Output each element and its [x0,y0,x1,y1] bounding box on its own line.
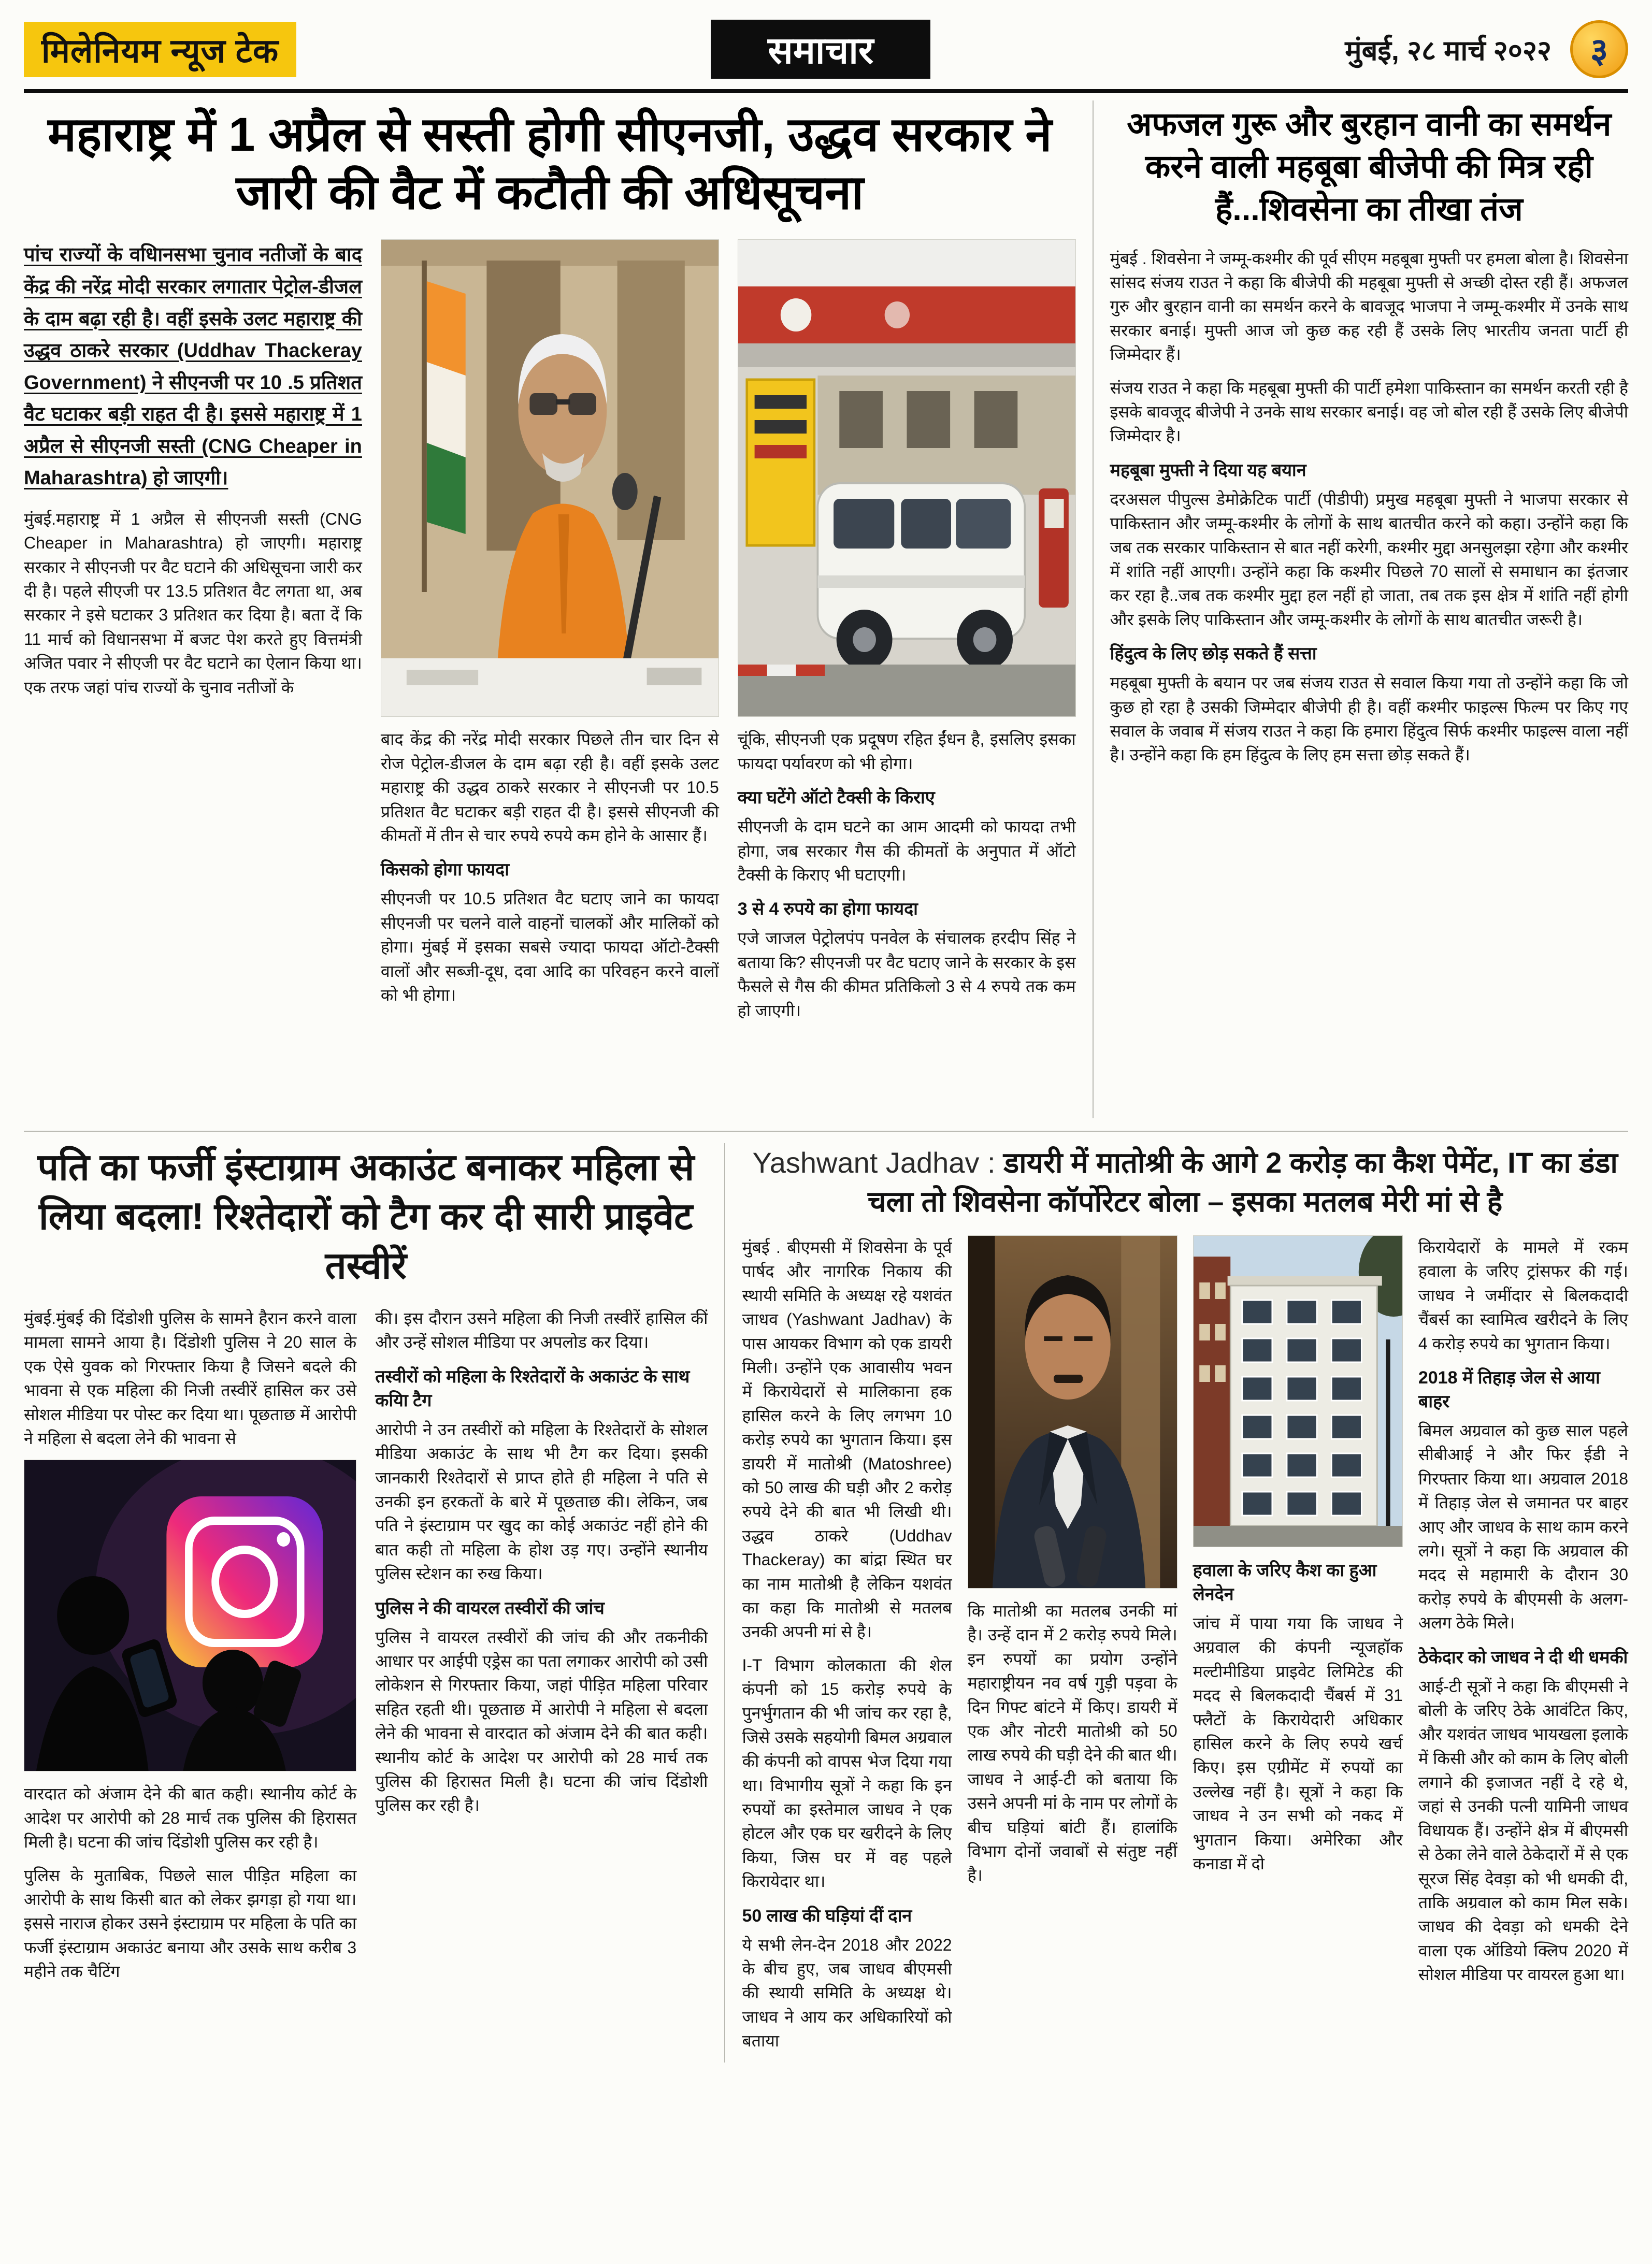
jadhav-headline-english: Yashwant Jadhav : [752,1146,1004,1179]
instagram-col1-paragraph-3: पुलिस के मुताबिक, पिछले साल पीड़ित महिला का आरोपी के साथ किसी बात को लेकर झगड़ा हो गया था। इससे नाराज होकर उसने इंस्टाग्राम पर महिला के पति का फर्जी इंस्टाग्राम अकाउंट बनाया और उसके साथ करीब 3 महीने तक चैटिंग [24,1866,357,1981]
jadhav-column-4 [1418,1235,1628,2063]
matoshree-building-photo [1193,1235,1403,1547]
cng-col3-paragraph-3: एजे जाजल पेट्रोलपंप पनवेल के संचालक हरदीप सिंह ने बताया कि? सीएनजी पर वैट घटाए जाने के सरकार के इस फैसले से गैस की कीमत प्रतिकिलो 3 से 4 रुपये तक कम हो जाएगी। [737,929,1076,1020]
jadhav-subhead-watches: 50 लाख की घड़ियां दीं दान [742,1906,912,1926]
instagram-subhead-tagging: तस्वीरों को महिला के रिश्तेदारों के अकाउंट के साथ कयिा टैग [375,1366,690,1410]
cng-column-2 [381,239,719,1032]
cng-col1-paragraph: मुंबई.महाराष्ट्र में 1 अप्रैल से सीएनजी सस्ती (CNG Cheaper in Maharashtra) हो जाएगी। महाराष्ट्र सरकार ने सीएनजी पर वैट घटाने की अधिसूचना जारी कर दी है। पहले सीएजी पर 13.5 प्रतिशत वैट लगता था, अब सरकार ने इसे घटाकर 3 प्रतिशत कर दिया है। बता दें कि 11 मार्च को विधानसभा में बजट पेश करते हुए वित्तमंत्री अजित पवार ने सीएजी पर वैट घटाने का ऐलान किया था। एक तरफ जहां पांच राज्यों के चुनाव नतीजों के [24,509,362,697]
cng-pump-illustration [738,240,1075,716]
instagram-column-1 [24,1306,356,1993]
article-fake-instagram [24,1143,708,2063]
cng-col3-paragraph-2: सीएनजी के दाम घटने का आम आदमी को फायदा तभी होगा, जब सरकार गैस की कीमतों के अनुपात में ऑटो टैक्सी के किराए भी घटाएगी। [737,817,1076,885]
cng-pump-photo [738,239,1076,717]
article-yashwant-jadhav [724,1143,1628,2063]
instagram-columns [24,1306,708,1993]
dateline: मुंबई, २८ मार्च २०२२ [1345,35,1552,66]
article-cng-vat-cut [24,100,1076,1118]
jadhav-columns [742,1235,1628,2063]
page-number-badge: ३ [1570,20,1628,78]
cng-col2-paragraph-1: बाद केंद्र की नरेंद्र मोदी सरकार पिछले तीन चार दिन से रोज पेट्रोल-डीजल के दाम बढ़ा रही है। वहीं इसके उलट महाराष्ट्र की उद्धव ठाकरे सरकार ने सीएनजी पर 10.5 प्रतिशत वैट घटाकर बड़ी राहत दी है। इससे सीएनजी की कीमतों में तीन से चार रुपये रुपये कम होने के आसार हैं। [380,730,719,845]
instagram-col2-paragraph-3: पुलिस ने वायरल तस्वीरों की जांच की और तकनीकी आधार पर आईपी एड्रेस का पता लगाकर आरोपी को उसी लोकेशन से गिरफ्तार किया, जहां पीड़ित महिला परिवार सहित रहती थी। पूछताछ में आरोपी ने महिला से बदला लेने की भावना से वारदात को अंजाम देने की बात कही। स्थानीय कोर्ट के आदेश पर आरोपी को 28 मार्च तक पुलिस की हिरासत मिली है। घटना की जांच दिंडोशी पुलिस कर रही है। [375,1627,708,1815]
mehbooba-headline: अफजल गुरू और बुरहान वानी का समर्थन करने वाली महबूबा बीजेपी की मित्र रही हैं...शिवसेना का तीखा तंज [1127,106,1612,227]
cng-columns [24,239,1076,1032]
section-divider [24,1131,1628,1132]
section-title: समाचार [711,20,930,79]
jadhav-subhead-threat: ठेकेदार को जाधव ने दी थी धमकी [1418,1647,1628,1667]
cng-column-1 [24,239,362,1032]
jadhav-subhead-hawala: हवाला के जरिए कैश का हुआ लेनदेन [1193,1561,1377,1605]
jadhav-col4-paragraph-1: किरायेदारों के मामले में रकम हवाला के जरिए ट्रांसफर की गई। जाधव ने जमींदार से बिलकदादी चैंबर्स का स्वामित्व खरीदने के लिए 4 करोड़ रुपये का भुगतान किया। [1418,1238,1628,1353]
cng-column-3 [738,239,1076,1032]
mehbooba-paragraph-1: मुंबई . शिवसेना ने जम्मू-कश्मीर की पूर्व सीएम महबूबा मुफ्ती पर हमला बोला है। शिवसेना सांसद संजय राउत ने कहा कि बीजेपी की महबूबा मुफ्ती से अच्छी दोस्त रही हैं। अफजल गुरु और बुरहान वानी का समर्थन करने के बावजूद भाजपा ने जम्मू-कश्मीर में उनके साथ सरकार बनाई। मुफ्ती आज जो कुछ कह रही हैं उसके लिए भारतीय जनता पार्टी ही जिम्मेदार हैं। [1110,249,1628,364]
instagram-col2-paragraph-1: की। इस दौरान उसने महिला की निजी तस्वीरें हासिल कीं और उन्हें सोशल मीडिया पर अपलोड कर दिया। [375,1309,708,1352]
instagram-logo-photo [24,1460,356,1771]
instagram-column-2 [375,1306,708,1993]
jadhav-col1-paragraph-3: ये सभी लेन-देन 2018 और 2022 के बीच हुए, जब जाधव बीएमसी की स्थायी समिति के अध्यक्ष थे। जाधव ने आय कर अधिकारियों को बताया [742,1935,952,2051]
instagram-col1-paragraph-1: मुंबई.मुंबई की दिंडोशी पुलिस के सामने हैरान करने वाला मामला सामने आया है। दिंडोशी पुलिस ने 20 साल के एक ऐसे युवक को गिरफ्तार किया है जिसने बदले की भावना से एक महिला की निजी तस्वीरें हासिल कर उसे सोशल मीडिया पर पोस्ट कर दिया था। पूछताछ में आरोपी ने महिला से बदला लेने की भावना से [24,1309,357,1448]
cng-subhead-fares: क्या घटेंगे ऑटो टैक्सी के किराए [737,788,935,808]
cng-lede: पांच राज्यों के वधिानसभा चुनाव नतीजों के बाद केंद्र की नरेंद्र मोदी सरकार लगातार पेट्रोल-डीजल के दाम बढ़ा रही है। वहीं इसके उलट महाराष्ट्र की उद्धव ठाकरे सरकार (Uddhav Thackeray Government) ने सीएनजी पर 10 .5 प्रतिशत वैट घटाकर बड़ी राहत दी है। इससे महाराष्ट्र में 1 अप्रैल से सीएनजी सस्ती (CNG Cheaper in Maharashtra) हो जाएगी। [24,244,362,489]
jadhav-subhead-tihar: 2018 में तिहाड़ जेल से आया बाहर [1418,1368,1600,1412]
mehbooba-subhead-hindutva: हिंदुत्व के लिए छोड़ सकते हैं सत्ता [1110,644,1317,664]
jadhav-col4-paragraph-2: बिमल अग्रवाल को कुछ साल पहले सीबीआई ने और फिर ईडी ने गिरफ्तार किया था। अग्रवाल 2018 में तिहाड़ जेल से जमानत पर बाहर आए और जाधव के साथ काम करने लगे। सूत्रों ने कहा कि अग्रवाल की मदद से महामारी के दौरान 30 करोड़ रुपये के बीएमसी के अलग-अलग ठेके मिले। [1418,1421,1628,1633]
mehbooba-paragraph-4: महबूबा मुफ्ती के बयान पर जब संजय राउत से सवाल किया गया तो उन्होंने कहा कि जो कुछ हो रहा है उसकी जिम्मेदार बीजेपी ही है। वहीं कश्मीर फाइल्स फिल्म पर किए गए सवाल के जवाब में संजय राउत ने कहा कि हमारा हिंदुत्व सिर्फ कश्मीर फाइल्स वाला नहीं है। उन्होंने कहा कि हम हिंदुत्व के लिए हम सत्ता छोड़ सकते हैं। [1110,673,1628,765]
instagram-headline: पति का फर्जी इंस्टाग्राम अकाउंट बनाकर महिला से लिया बदला! रिश्तेदारों को टैग कर दी सारी प्राइवेट तस्वीरें [37,1147,695,1287]
jadhav-col1-paragraph-1: मुंबई . बीएमसी में शिवसेना के पूर्व पार्षद और नागरिक निकाय की स्थायी समिति के अध्यक्ष रहे यशवंत जाधव (Yashwant Jadhav) के पास आयकर विभाग को एक डायरी मिली। उन्होंने एक आवासीय भवन में किरायेदारों से मालिकाना हक हासिल करने के लिए लगभग 10 करोड़ रुपये का भुगतान किया। इस डायरी में मातोश्री (Matoshree) को 50 लाख की घड़ी और 2 करोड़ रुपये देने की बात भी लिखी थी। उद्धव ठाकरे (Uddhav Thackeray) का बांद्रा स्थित घर का नाम मातोश्री है लेकिन यशवंत का कहा कि मातोश्री से मतलब उनकी अपनी मां से है। [742,1238,952,1641]
cng-subhead-benefit: 3 से 4 रुपये का होगा फायदा [737,899,918,919]
jadhav-column-1 [742,1235,952,2063]
jadhav-headline [742,1143,1628,1221]
cng-col2-paragraph-2: सीएनजी पर 10.5 प्रतिशत वैट घटाए जाने का फायदा सीएनजी पर चलने वाले वाहनों चालकों और मालिकों को होगा। मुंबई में इसका सबसे ज्यादा फायदा ऑटो-टैक्सी वालों और सब्जी-दूध, दवा आदि का परिवहन करने वालों को भी होगा। [380,889,719,1004]
section-band-wrap [315,20,1326,79]
jadhav-headline-hindi: डायरी में मातोश्री के आगे 2 करोड़ का कैश पेमेंट, IT का डंडा चला तो शिवसेना कॉर्पोरेटर बोला – इसका मतलब मेरी मां से है [868,1146,1618,1218]
jadhav-col1-paragraph-2: I-T विभाग कोलकाता की शेल कंपनी को 15 करोड़ रुपये के पुनर्भुगतान की भी जांच कर रहा है, जिसे उसके सहयोगी बिमल अग्रवाल की कंपनी को वापस भेज दिया गया था। विभागीय सूत्रों ने कहा कि इन रुपयों का इस्तेमाल जाधव ने एक होटल और एक घर खरीदने के लिए किया, जिस घर में वह पहले किरायेदार था। [742,1655,952,1891]
instagram-col2-paragraph-2: आरोपी ने उन तस्वीरों को महिला के रिश्तेदारों के सोशल मीडिया अकाउंट के साथ भी टैग कर दिया। इसकी जानकारी रिश्तेदारों से प्राप्त होते ही महिला ने पति से उनकी इन हरकतों के बारे में पूछताछ की। लेकिन, जब पति ने इंस्टाग्राम पर खुद का कोई अकाउंट नहीं होने की बात कही तो महिला के होश उड़ गए। उन्होंने स्थानीय पुलिस स्टेशन का रुख किया। [375,1420,708,1583]
bottom-section [24,1143,1628,2063]
cng-col3-paragraph-1: चूंकि, सीएनजी एक प्रदूषण रहित ईंधन है, इसलिए इसका फायदा पर्यावरण को भी होगा। [737,730,1076,773]
instagram-illustration [24,1460,356,1771]
top-section [24,100,1628,1118]
uddhav-thackeray-illustration [381,240,719,716]
jadhav-column-2 [968,1235,1177,2063]
yashwant-jadhav-photo [968,1235,1177,1589]
instagram-col1-paragraph-2: वारदात को अंजाम देने की बात कही। स्थानीय कोर्ट के आदेश पर आरोपी को 28 मार्च तक पुलिस की हिरासत मिली है। घटना की जांच दिंडोशी पुलिस कर रही है। [24,1784,357,1852]
mehbooba-subhead-statement: महबूबा मुफ्ती ने दिया यह बयान [1110,460,1306,480]
newspaper-logo: मिलेनियम न्यूज टेक [24,22,296,77]
jadhav-column-3 [1193,1235,1403,2063]
page-header [24,20,1628,93]
jadhav-col2-paragraph-1: कि मातोश्री का मतलब उनकी मां है। उन्हें दान में 2 करोड़ रुपये मिले। इन रुपयों का प्रयोग उन्होंने महाराष्ट्रीयन नव वर्ष गुड़ी पड़वा के दिन गिफ्ट बांटने में किए। डायरी में एक और नोटरी मातोश्री को 50 लाख रुपये की घड़ी देने की बात थी। जाधव ने आई-टी को बताया कि उसने अपनी मां के नाम पर लोगों के बीच घड़ियां बांटी हैं। हालांकि विभाग दोनों जवाबों से संतुष्ट नहीं है। [967,1602,1177,1885]
article-mehbooba-shivsena [1093,100,1628,1118]
cng-subhead-beneficiaries: किसको होगा फायदा [380,860,510,880]
yashwant-jadhav-illustration [968,1236,1177,1588]
cng-headline: महाराष्ट्र में 1 अप्रैल से सस्ती होगी सीएनजी, उद्धव सरकार ने जारी की वैट में कटौती की अधिसूचना [48,108,1052,220]
mehbooba-paragraph-2: संजय राउत ने कहा कि महबूबा मुफ्ती की पार्टी हमेशा पाकिस्तान का समर्थन करती रही है इसके बावजूद बीजेपी ने उनके साथ सरकार बनाई। वह जो बोल रही हैं उसके लिए बीजेपी जिम्मेदार है। [1110,378,1628,445]
jadhav-col4-paragraph-3: आई-टी सूत्रों ने कहा कि बीएमसी ने बोली के जरिए ठेके आवंटित किए, और यशवंत जाधव भायखला इलाके में किसी और को काम के लिए बोली लगाने की इजाजत नहीं दे रहे थे, जहां से उनकी पत्नी यामिनी जाधव विधायक हैं। उन्होंने क्षेत्र में बीएमसी से ठेका लेने वाले ठेकेदारों में से एक सूरज सिंह देवड़ा को भी धमकी दी, ताकि अग्रवाल को काम मिल सके। जाधव की देवड़ा को धमकी देने वाला एक ऑडियो क्लिप 2020 में सोशल मीडिया पर वायरल हुआ था। [1418,1677,1628,1984]
building-illustration [1194,1236,1402,1547]
uddhav-thackeray-photo [381,239,719,717]
jadhav-col3-paragraph-1: जांच में पाया गया कि जाधव ने अग्रवाल की कंपनी न्यूजहॉक मल्टीमीडिया प्राइवेट लिमिटेड की मदद से बिलकदादी चैंबर्स में 31 फ्लैटों के किरायेदारी अधिकार हासिल करने के लिए रुपये खर्च किए। इस एग्रीमेंट में रुपयों का उल्लेख नहीं है। सूत्रों ने कहा कि जाधव ने उन सभी को नकद में भुगतान किया। अमेरिका और कनाडा में दो [1193,1614,1403,1873]
mehbooba-paragraph-3: दरअसल पीपुल्स डेमोक्रेटिक पार्टी (पीडीपी) प्रमुख महबूबा मुफ्ती ने भाजपा सरकार से पाकिस्तान और जम्मू-कश्मीर के लोगों के साथ बातचीत करने को कहा। उन्होंने कहा कि जब तक सरकार पाकिस्तान से बात नहीं करेगी, कश्मीर मुद्दा अनसुलझा रहेगा और कश्मीर में शांति नहीं आएगी। उन्होंने कहा कि कश्मीर पिछले 70 सालों से समाधान का इंतजार कर रहा है..जब तक कश्मीर मुद्दा हल नहीं हो जाता, तब तक इस क्षेत्र में शांति नहीं होगी और इसके लिए पाकिस्तान और जम्मू-कश्मीर के लोगों के साथ बातचीत जरूरी है। [1110,489,1628,629]
instagram-subhead-investigation: पुलिस ने की वायरल तस्वीरों की जांच [375,1598,605,1618]
